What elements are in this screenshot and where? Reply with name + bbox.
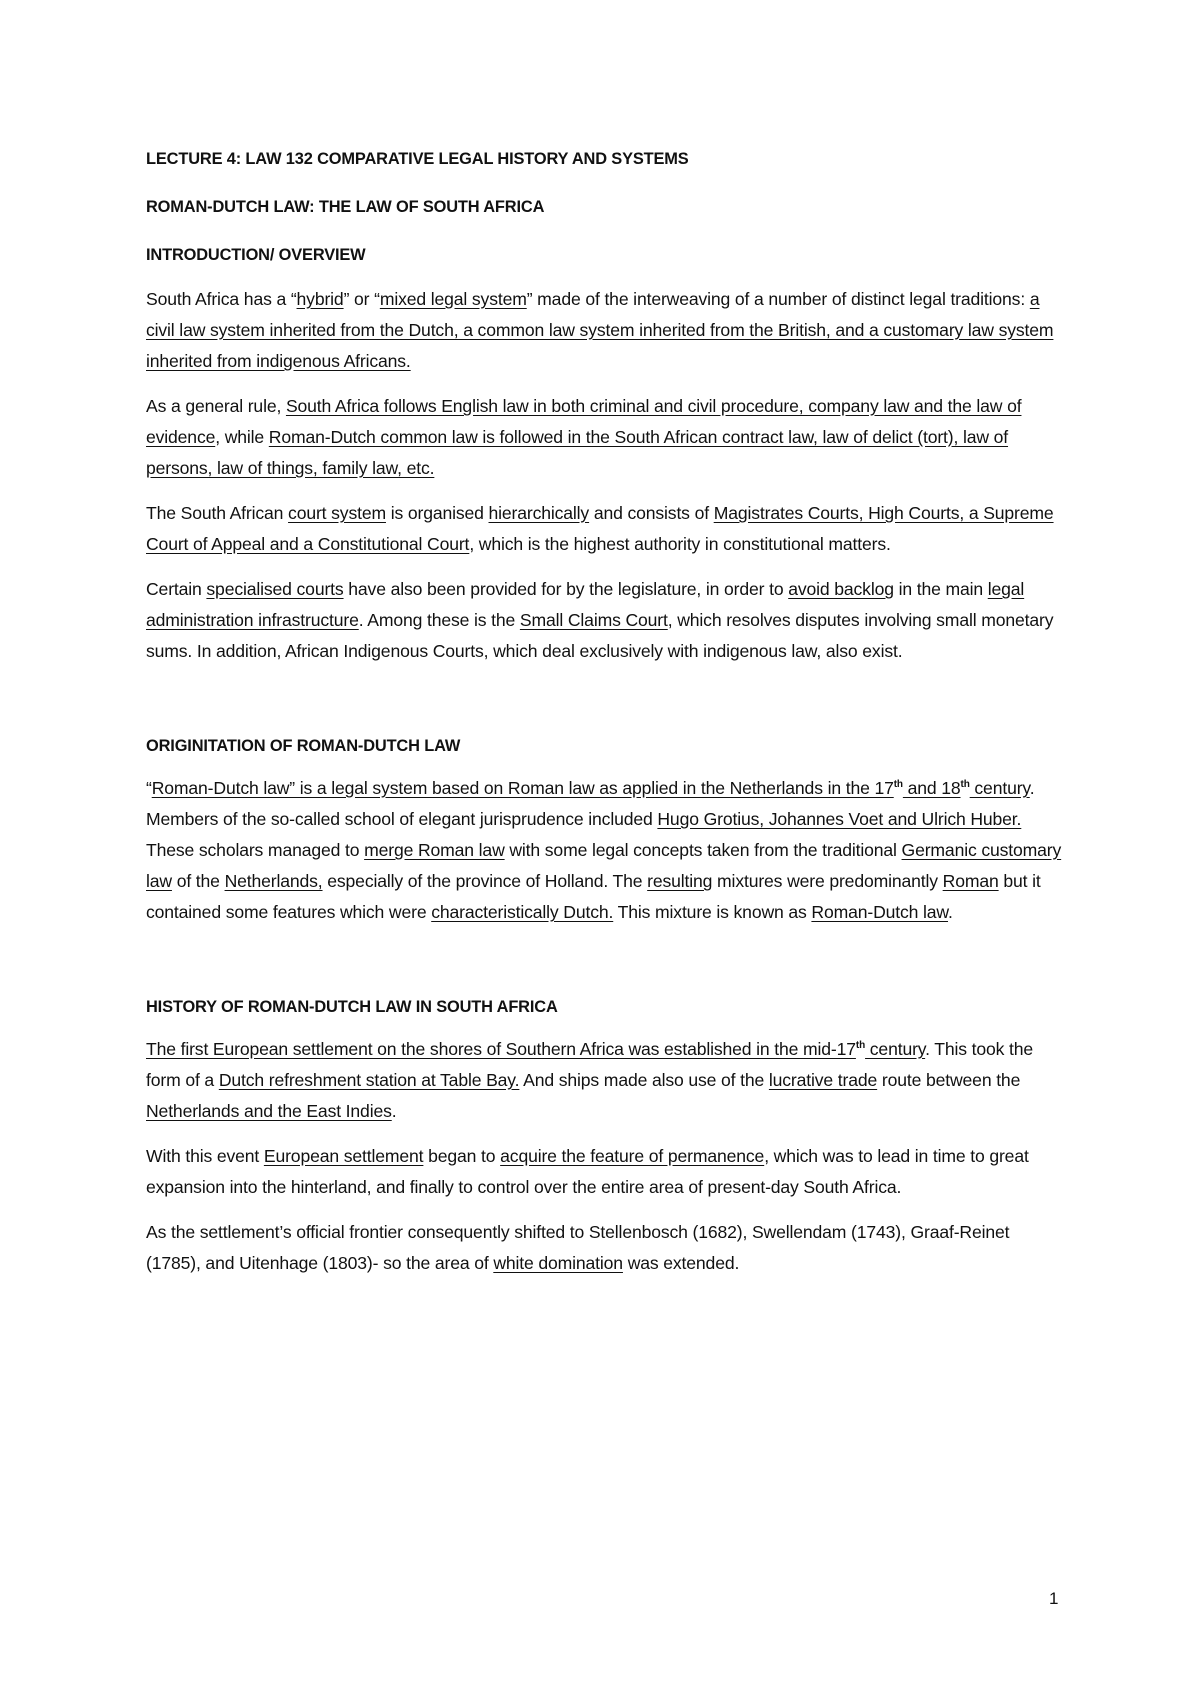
- underlined-text: Netherlands,: [224, 871, 323, 891]
- text-run: , which resolves disputes involving small monetary sums. In addition, African Indigenous Courts, which deal exclusively with indigenous law, also exist.: [146, 610, 1054, 661]
- underlined-text: resulting: [647, 871, 713, 891]
- underlined-text: Roman-Dutch law” is a legal system based on Roman law as applied in the Netherlands in the 17: [151, 778, 894, 798]
- text-run: This mixture is known as: [613, 902, 812, 922]
- superscript: th: [893, 779, 903, 791]
- text-run: As the settlement’s official frontier consequently shifted to Stellenbosch (1682), Swellendam (1743), Graaf-Reinet (1785), and Uitenhage (1803)- so the area of: [146, 1222, 1010, 1273]
- underlined-text: South Africa follows English law in both criminal and civil procedure, company law and the law of evidence: [146, 396, 1022, 447]
- underlined-text: hybrid: [296, 289, 344, 309]
- underlined-text: characteristically Dutch.: [431, 902, 614, 922]
- underlined-text: specialised courts: [206, 579, 344, 599]
- text-run: began to: [423, 1146, 501, 1166]
- underlined-text: hierarchically: [488, 503, 590, 523]
- text-run: , which was to lead in time to great expansion into the hinterland, and finally to control over the entire area of present-day South Africa.: [146, 1146, 1029, 1197]
- paragraph: [146, 773, 1066, 928]
- text-run: The South African: [146, 503, 289, 523]
- text-run: . Members of the so-called school of elegant jurisprudence included: [146, 778, 1035, 829]
- paragraph: [146, 284, 1066, 377]
- text-run: mixtures were predominantly: [712, 871, 943, 891]
- paragraph: [146, 574, 1066, 667]
- underlined-text: Roman: [942, 871, 999, 891]
- underlined-text: acquire the feature of permanence: [500, 1146, 765, 1166]
- text-run: in the main: [893, 579, 988, 599]
- underlined-text: European settlement: [263, 1146, 424, 1166]
- underlined-text: Hugo Grotius, Johannes Voet and Ulrich Huber.: [657, 809, 1022, 829]
- underlined-text: century: [865, 1039, 926, 1059]
- section-heading: INTRODUCTION/ OVERVIEW: [146, 246, 366, 264]
- text-run: . This took the form of a: [146, 1039, 1034, 1090]
- paragraph: [146, 391, 1066, 484]
- paragraph: [146, 1141, 1066, 1203]
- paragraph: [146, 1217, 1066, 1279]
- underlined-text: Dutch refreshment station at Table Bay.: [218, 1070, 520, 1090]
- superscript: th: [960, 779, 970, 791]
- text-run: , which is the highest authority in constitutional matters.: [469, 534, 891, 554]
- underlined-text: Roman-Dutch law: [811, 902, 949, 922]
- underlined-text: Germanic customary law: [146, 840, 1062, 891]
- paragraph: [146, 1034, 1066, 1127]
- underlined-text: lucrative trade: [768, 1070, 878, 1090]
- text-run: ” made of the interweaving of a number of distinct legal traditions:: [526, 289, 1030, 309]
- underlined-text: Small Claims Court: [519, 610, 668, 630]
- section-heading: ORIGINITATION OF ROMAN-DUTCH LAW: [146, 737, 461, 755]
- underlined-text: avoid backlog: [788, 579, 894, 599]
- text-run: route between the: [877, 1070, 1021, 1090]
- document-title: LECTURE 4: LAW 132 COMPARATIVE LEGAL HISTORY AND SYSTEMS: [146, 150, 689, 168]
- text-run: Certain: [146, 579, 207, 599]
- underlined-text: Netherlands and the East Indies: [146, 1101, 392, 1121]
- superscript: th: [855, 1040, 866, 1052]
- text-run: South Africa has a “: [146, 289, 297, 309]
- section-heading: HISTORY OF ROMAN-DUTCH LAW IN SOUTH AFRICA: [146, 998, 558, 1016]
- text-run: is organised: [385, 503, 489, 523]
- underlined-text: mixed legal system: [379, 289, 527, 309]
- underlined-text: and 18: [902, 778, 961, 798]
- underlined-text: The first European settlement on the shores of Southern Africa was established in the mid-17: [146, 1039, 856, 1059]
- underlined-text: legal administration infrastructure: [146, 579, 1025, 630]
- underlined-text: merge Roman law: [364, 840, 505, 860]
- text-run: .: [391, 1101, 397, 1121]
- text-run: and consists of: [589, 503, 714, 523]
- underlined-text: Roman-Dutch common law is followed in the South African contract law, law of delict (tort), law of persons, law of things, family law, etc.: [146, 427, 1009, 478]
- text-run: As a general rule,: [146, 396, 286, 416]
- text-run: , while: [215, 427, 269, 447]
- underlined-text: Magistrates Courts, High Courts, a Supreme Court of Appeal and a Constitutional Court: [146, 503, 1054, 554]
- text-run: . Among these is the: [358, 610, 520, 630]
- text-run: especially of the province of Holland. The: [322, 871, 648, 891]
- text-run: With this event: [146, 1146, 264, 1166]
- paragraph: [146, 498, 1066, 560]
- text-run: but it contained some features which were: [146, 871, 1041, 922]
- text-run: “: [146, 778, 152, 798]
- text-run: was extended.: [622, 1253, 740, 1273]
- text-run: And ships made also use of the: [519, 1070, 769, 1090]
- document-subtitle: ROMAN-DUTCH LAW: THE LAW OF SOUTH AFRICA: [146, 198, 545, 216]
- text-run: with some legal concepts taken from the traditional: [504, 840, 902, 860]
- text-run: ” or “: [343, 289, 380, 309]
- underlined-text: century: [969, 778, 1030, 798]
- underlined-text: a civil law system inherited from the Dutch, a common law system inherited from the British, and a customary law system inherited from indigenous Africans.: [146, 289, 1054, 371]
- underlined-text: white domination: [493, 1253, 623, 1273]
- document-page: [146, 148, 1066, 1279]
- text-run: of the: [171, 871, 225, 891]
- underlined-text: court system: [288, 503, 386, 523]
- text-run: .: [948, 902, 953, 922]
- page-number: 1: [1049, 1589, 1059, 1608]
- text-run: have also been provided for by the legislature, in order to: [343, 579, 789, 599]
- text-run: These scholars managed to: [146, 840, 365, 860]
